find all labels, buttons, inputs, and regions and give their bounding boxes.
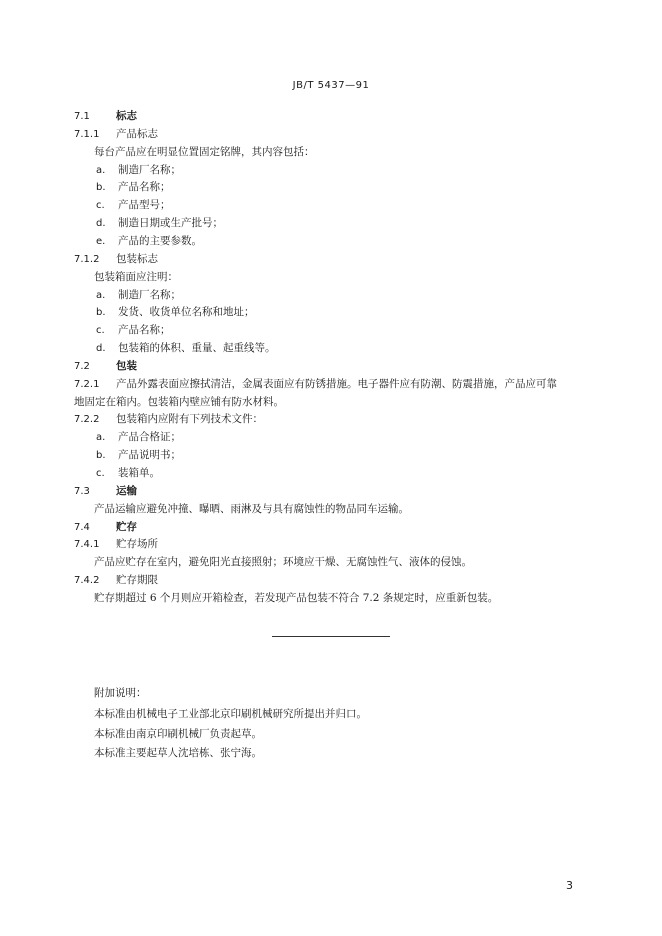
list-marker: c. — [96, 325, 105, 336]
list-text: 产品说明书； — [118, 449, 181, 461]
section-line — [74, 359, 137, 374]
paragraph — [94, 555, 472, 569]
list-item — [96, 323, 171, 338]
appendix-note: 本标准由南京印刷机械厂负责起草。 — [94, 728, 262, 740]
list-text: 产品合格证； — [118, 431, 181, 443]
list-text: 制造日期或生产批号； — [118, 217, 223, 229]
section-title: 包装 — [116, 360, 137, 372]
paragraph-text: 地固定在箱内。包装箱内壁应铺有防水材料。 — [74, 396, 284, 408]
list-item — [96, 341, 276, 356]
list-text: 产品的主要参数。 — [118, 235, 202, 247]
paragraph-text: 每台产品应在明显位置固定铭牌，其内容包括： — [94, 146, 315, 158]
list-item — [96, 466, 160, 481]
paragraph-text: 产品运输应避免冲撞、曝晒、雨淋及与具有腐蚀性的物品同车运输。 — [94, 503, 409, 515]
section-title: 产品标志 — [116, 128, 158, 140]
section-line — [74, 520, 137, 535]
section-number: 7.3 — [74, 486, 90, 497]
list-text: 装箱单。 — [118, 467, 160, 479]
paragraph — [94, 502, 409, 516]
appendix-note: 本标准由机械电子工业部北京印刷机械研究所提出并归口。 — [94, 708, 367, 720]
list-text: 制造厂名称； — [118, 289, 181, 301]
section-title: 标志 — [116, 110, 137, 122]
list-item — [96, 305, 255, 320]
paragraph-text: 包装箱面应注明： — [94, 271, 178, 283]
list-marker: e. — [96, 236, 106, 247]
appendix-note: 本标准主要起草人沈培栋、张宁海。 — [94, 747, 262, 759]
list-marker: c. — [96, 200, 105, 211]
list-item — [96, 448, 181, 463]
list-text: 制造厂名称； — [118, 164, 181, 176]
list-item — [96, 430, 181, 445]
list-text: 包装箱的体积、重量、起重线等。 — [118, 342, 276, 354]
list-text: 产品名称； — [118, 324, 171, 336]
list-marker: a. — [96, 432, 106, 443]
paragraph — [74, 395, 284, 409]
section-number: 7.1.2 — [74, 254, 100, 265]
section-title: 运输 — [116, 485, 137, 497]
section-line — [74, 127, 158, 142]
list-item — [96, 234, 202, 249]
list-item — [96, 163, 181, 178]
section-number: 7.1 — [74, 111, 90, 122]
paragraph-text: 贮存期超过 6 个月则应开箱检查，若发现产品包装不符合 7.2 条规定时，应重新包装。 — [94, 592, 499, 604]
section-line — [74, 109, 137, 124]
section-number: 7.4.1 — [74, 539, 100, 550]
section-number: 7.2.2 — [74, 414, 100, 425]
list-item — [96, 198, 171, 213]
paragraph-text: 产品应贮存在室内，避免阳光直接照射；环境应干燥、无腐蚀性气、液体的侵蚀。 — [94, 556, 472, 568]
paragraph — [94, 145, 315, 159]
section-line — [74, 377, 557, 392]
list-item — [96, 216, 223, 231]
section-line — [74, 412, 263, 427]
section-divider — [272, 636, 390, 637]
section-number: 7.2 — [74, 361, 90, 372]
appendix-heading: 附加说明： — [94, 687, 147, 699]
list-marker: b. — [96, 182, 106, 193]
section-number: 7.2.1 — [74, 379, 100, 390]
section-line — [74, 484, 137, 499]
section-number: 7.4 — [74, 522, 90, 533]
section-line — [74, 537, 158, 552]
section-title: 贮存 — [116, 521, 137, 533]
standard-code-header: JB/T 5437—91 — [292, 80, 370, 91]
list-marker: a. — [96, 165, 106, 176]
page-number: 3 — [566, 879, 573, 892]
section-title: 产品外露表面应擦拭清洁，金属表面应有防锈措施。电子器件应有防潮、防震措施，产品应可靠 — [116, 378, 557, 390]
list-item — [96, 180, 171, 195]
paragraph — [94, 270, 178, 284]
list-marker: b. — [96, 307, 106, 318]
section-number: 7.4.2 — [74, 575, 100, 586]
section-title: 贮存期限 — [116, 574, 158, 586]
paragraph — [94, 591, 498, 605]
section-title: 包装标志 — [116, 253, 158, 265]
list-marker: d. — [96, 218, 106, 229]
list-marker: b. — [96, 450, 106, 461]
list-item — [96, 288, 181, 303]
section-title: 贮存场所 — [116, 538, 158, 550]
list-text: 发货、收货单位名称和地址； — [118, 306, 255, 318]
list-marker: a. — [96, 290, 106, 301]
section-number: 7.1.1 — [74, 129, 100, 140]
list-marker: d. — [96, 343, 106, 354]
list-text: 产品名称； — [118, 181, 171, 193]
list-marker: c. — [96, 468, 105, 479]
section-title: 包装箱内应附有下列技术文件： — [116, 413, 263, 425]
list-text: 产品型号； — [118, 199, 171, 211]
section-line — [74, 252, 158, 267]
section-line — [74, 573, 158, 588]
